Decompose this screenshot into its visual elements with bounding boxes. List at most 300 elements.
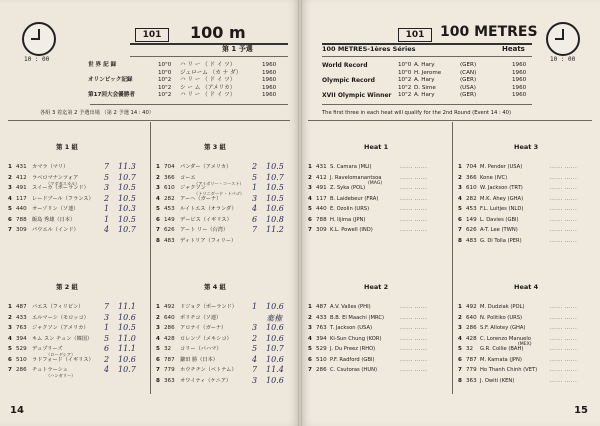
lane-number: 8 xyxy=(458,377,462,384)
athlete-name: M. Dudziak (POL) xyxy=(480,304,525,310)
athlete-name: ラドフォード（イギリス） xyxy=(32,356,94,363)
athlete-name: H. Iijima (JPN) xyxy=(330,216,366,223)
lane-number: 5 xyxy=(308,206,312,212)
record-year: 1960 xyxy=(512,77,527,83)
handwritten-time: 10.5 xyxy=(266,193,284,203)
lane-number: 4 xyxy=(458,335,462,342)
bib-number: 309 xyxy=(316,227,327,233)
lane-number: 7 xyxy=(156,227,160,233)
clock-time: 10 : 00 xyxy=(24,56,50,63)
result-blank: ...... ...... xyxy=(400,346,428,352)
bib-number: 428 xyxy=(164,335,175,342)
bib-number: 440 xyxy=(16,206,27,212)
lane-number: 1 xyxy=(8,164,12,170)
record-holder: シ ー ム （アメリカ） xyxy=(180,84,236,91)
result-blank: ...... ...... xyxy=(400,325,428,331)
lane-number: 2 xyxy=(8,314,12,321)
handwritten-place: 4 xyxy=(252,354,258,364)
handwritten-place: 1 xyxy=(104,214,110,224)
qualify-note: The first three in each heat will qualify for the 2nd Round (Event 14 : 40) xyxy=(322,110,511,116)
result-blank: ...... ...... xyxy=(400,185,428,191)
book-gutter xyxy=(298,0,302,426)
handwritten-place: 7 xyxy=(252,365,258,374)
handwritten-place: 3 xyxy=(252,375,258,385)
bib-number: 704 xyxy=(466,164,477,170)
record-time: 10"2 xyxy=(398,92,412,98)
athlete-name: オワイティ（ケニア） xyxy=(180,377,232,384)
handwritten-time: 10.7 xyxy=(266,172,284,182)
event-number: 101 xyxy=(398,28,432,42)
lane-number: 7 xyxy=(458,367,462,373)
handwritten-place: 7 xyxy=(104,162,110,171)
round-title: 第 1 予選 xyxy=(222,45,253,53)
athlete-name: 鎌田 勝（日本） xyxy=(180,356,218,363)
handwritten-time: 10.5 xyxy=(118,193,136,203)
result-blank: ...... ...... xyxy=(550,185,578,191)
lane-number: 6 xyxy=(308,356,312,363)
result-blank: ...... ...... xyxy=(550,174,578,181)
athlete-name: ホウチチン（ベトナム） xyxy=(180,367,237,373)
bib-number: 149 xyxy=(466,216,477,223)
result-blank: ...... ...... xyxy=(550,164,578,170)
bib-number: 440 xyxy=(316,206,327,212)
handwritten-place: 3 xyxy=(104,183,110,192)
record-year: 1960 xyxy=(262,62,277,68)
clock-icon xyxy=(22,22,56,56)
record-year: 1960 xyxy=(262,69,277,76)
result-blank: ...... ...... xyxy=(400,314,428,321)
result-blank: ...... ...... xyxy=(550,367,578,373)
bib-number: 788 xyxy=(16,216,27,223)
athlete-name: B. Laidebeur (FRA) xyxy=(330,195,379,202)
athlete-country: (MAG) xyxy=(368,180,383,186)
athlete-name: M. Kamata (JPN) xyxy=(480,356,522,363)
bib-number: 483 xyxy=(466,237,477,244)
lane-number: 6 xyxy=(458,216,462,223)
athlete-country: （ローデシア） xyxy=(46,352,76,357)
result-blank: ...... ...... xyxy=(550,335,578,342)
bib-number: 117 xyxy=(16,195,27,202)
bib-number: 286 xyxy=(466,325,477,331)
result-blank: ...... ...... xyxy=(550,206,578,212)
lane-number: 4 xyxy=(156,195,160,202)
lane-number: 2 xyxy=(156,314,160,321)
handwritten-time: 10.6 xyxy=(266,333,284,343)
handwritten-place: 3 xyxy=(252,193,258,203)
lane-number: 6 xyxy=(458,356,462,363)
handwritten-time: 10.3 xyxy=(118,204,136,213)
handwritten-time: 10.6 xyxy=(118,354,136,364)
athlete-name: アロテイ（ガーナ） xyxy=(180,325,227,331)
lane-number: 3 xyxy=(8,185,12,191)
bib-number: 32 xyxy=(164,346,172,352)
bib-number: 282 xyxy=(164,195,175,202)
athlete-name: Ho Thanh Chinh (VET) xyxy=(480,367,538,373)
clock-icon xyxy=(546,22,580,56)
lane-number: 6 xyxy=(8,356,12,363)
bib-number: 491 xyxy=(16,185,27,191)
record-time: 10"0 xyxy=(398,69,412,76)
bib-number: 286 xyxy=(16,367,27,373)
lane-number: 3 xyxy=(156,325,160,331)
handwritten-time: 10.5 xyxy=(266,183,284,192)
series-title: 100 METRES-1ères Séries xyxy=(322,45,416,53)
lane-number: 1 xyxy=(458,164,462,170)
lane-number: 6 xyxy=(8,216,12,223)
handwritten-time: 10.7 xyxy=(118,365,136,374)
lane-number: 4 xyxy=(156,335,160,342)
lane-number: 4 xyxy=(308,335,312,342)
handwritten-place: 1 xyxy=(252,183,258,192)
bib-number: 787 xyxy=(164,356,175,363)
athlete-name: N. Politiko (URS) xyxy=(480,314,523,321)
lane-number: 4 xyxy=(8,335,12,342)
bib-number: 149 xyxy=(164,216,175,223)
record-label: XVII Olympic Winner xyxy=(322,92,392,99)
record-time: 10"2 xyxy=(158,92,172,98)
bib-number: 453 xyxy=(164,206,175,212)
handwritten-time: 10.7 xyxy=(118,225,136,234)
record-year: 1960 xyxy=(512,92,527,98)
page-number: 14 xyxy=(10,405,24,416)
handwritten-place: 5 xyxy=(104,172,110,182)
athlete-name: K.L. Powell (IND) xyxy=(330,227,373,233)
athlete-country: (MEX) xyxy=(518,341,532,347)
handwritten-place: 5 xyxy=(252,172,258,182)
lane-number: 4 xyxy=(308,195,312,202)
record-time: 10"0 xyxy=(158,62,172,68)
record-year: 1960 xyxy=(262,84,277,91)
bib-number: 286 xyxy=(316,367,327,373)
record-time: 10"2 xyxy=(158,77,172,83)
title-rule xyxy=(130,43,288,45)
heat-title: 第 3 組 xyxy=(204,143,227,151)
athlete-name: J. Owiti (KEN) xyxy=(480,377,515,384)
bib-number: 529 xyxy=(316,346,327,352)
heats-label: Heats xyxy=(502,45,525,53)
record-holder: A. Hary xyxy=(414,92,435,98)
record-year: 1960 xyxy=(512,62,527,68)
athlete-country: （トリニダード・トバゴ） xyxy=(194,191,245,196)
athlete-name: Z. Syka (POL) xyxy=(330,185,366,191)
lane-number: 7 xyxy=(8,367,12,373)
bib-number: 394 xyxy=(16,335,27,342)
heat-title: 第 2 組 xyxy=(56,283,79,291)
bib-number: 779 xyxy=(466,367,477,373)
handwritten-time: 10.5 xyxy=(118,183,136,192)
bib-number: 286 xyxy=(164,325,175,331)
lane-number: 7 xyxy=(156,367,160,373)
bib-number: 428 xyxy=(466,335,477,342)
athlete-name: パンダー（アメリカ） xyxy=(180,164,232,170)
bib-number: 626 xyxy=(164,227,175,233)
handwritten-place: 2 xyxy=(104,193,110,203)
handwritten-place: 3 xyxy=(252,323,258,332)
handwritten-time: 11.3 xyxy=(118,162,136,171)
handwritten-place: 4 xyxy=(252,204,258,213)
athlete-name: J. Ravelomanantsoa xyxy=(330,174,382,181)
bib-number: 412 xyxy=(16,174,27,181)
lane-number: 5 xyxy=(156,346,160,352)
handwritten-place: 1 xyxy=(104,204,110,213)
record-holder: ハ リ ー （ ド イ ツ） xyxy=(180,62,236,68)
bib-number: 282 xyxy=(466,195,477,202)
record-year: 1960 xyxy=(262,92,277,98)
handwritten-place: 7 xyxy=(104,302,110,311)
bib-number: 117 xyxy=(316,195,327,202)
bib-number: 32 xyxy=(466,346,474,352)
record-country: (GER) xyxy=(460,62,477,68)
heat-title: Heat 2 xyxy=(364,283,389,291)
athlete-name: M.K. Ahey (GHA) xyxy=(480,195,524,202)
bib-number: 610 xyxy=(466,185,477,191)
bib-number: 363 xyxy=(466,377,477,384)
event-title: 100 m xyxy=(190,23,246,42)
handwritten-place: 1 xyxy=(252,302,258,311)
record-holder: D. Sime xyxy=(414,84,436,91)
result-blank: ...... ...... xyxy=(550,377,578,384)
record-country: (GER) xyxy=(460,77,477,83)
lane-number: 2 xyxy=(458,174,462,181)
handwritten-time: 10.6 xyxy=(266,375,284,385)
record-holder: ハ リ ー （ ド イ ツ） xyxy=(180,92,236,98)
heat-title: 第 4 組 xyxy=(204,283,227,291)
handwritten-place: 3 xyxy=(104,312,110,322)
handwritten-place: 5 xyxy=(252,344,258,353)
handwritten-time: 10.8 xyxy=(266,214,284,224)
athlete-name: S.F. Allotey (GHA) xyxy=(480,325,526,331)
bib-number: 640 xyxy=(466,314,477,321)
result-blank: ...... ...... xyxy=(550,216,578,223)
athlete-name: ドジョク（ポーランド） xyxy=(180,304,237,310)
result-blank: ...... ...... xyxy=(550,314,578,321)
handwritten-place: 2 xyxy=(252,333,258,343)
athlete-country: （ハンガリー） xyxy=(46,373,76,378)
athlete-name: アーヘ（ガーナ） xyxy=(180,195,222,202)
bib-number: 309 xyxy=(16,227,27,233)
athlete-name: L. Davies (GBI) xyxy=(480,216,519,223)
bib-number: 483 xyxy=(164,237,175,244)
handwritten-place: 4 xyxy=(104,225,110,234)
bib-number: 412 xyxy=(316,174,327,181)
athlete-name: C. Lorenzo Manuelo xyxy=(480,335,531,342)
lane-number: 6 xyxy=(308,216,312,223)
bib-number: 763 xyxy=(316,325,327,331)
handwritten-time: 10.5 xyxy=(266,162,284,171)
lane-number: 4 xyxy=(458,195,462,202)
athlete-name: ディトリア（フィリー） xyxy=(180,237,237,244)
handwritten-place: 7 xyxy=(252,225,258,234)
result-blank: ...... ...... xyxy=(550,346,578,352)
athlete-name: T. Jackson (USA) xyxy=(330,325,373,331)
handwritten-time: 11.2 xyxy=(266,225,284,234)
result-blank: ...... ...... xyxy=(400,367,428,373)
athlete-name: C. Csutoras (HUN) xyxy=(330,367,378,373)
record-holder: H. Jerome xyxy=(414,69,442,76)
lane-number: 2 xyxy=(308,314,312,321)
athlete-name: オーゾリン（ソ連） xyxy=(32,206,79,212)
lane-number: 2 xyxy=(8,174,12,181)
athlete-name: バエス（フィリピン） xyxy=(32,304,84,310)
lane-number: 5 xyxy=(458,206,462,212)
result-blank: ...... ...... xyxy=(400,216,428,223)
athlete-name: カマラ（マリ） xyxy=(32,164,69,170)
lane-number: 8 xyxy=(458,237,462,244)
handwritten-time: 10.7 xyxy=(118,172,136,182)
athlete-name: M. Pender (USA) xyxy=(480,164,523,170)
result-blank: ...... ...... xyxy=(400,356,428,363)
record-label: オリンピック記録 xyxy=(88,77,133,83)
bib-number: 763 xyxy=(16,325,27,331)
bib-number: 510 xyxy=(316,356,327,363)
handwritten-time: 11.1 xyxy=(118,344,136,353)
bib-number: 626 xyxy=(466,227,477,233)
handwritten-place: 1 xyxy=(104,323,110,332)
athlete-name: A-T. Lee (TWN) xyxy=(480,227,518,233)
event-number: 101 xyxy=(135,28,169,42)
bib-number: 453 xyxy=(466,206,477,212)
bib-number: 366 xyxy=(466,174,477,181)
athlete-name: G. Di Tolla (PER) xyxy=(480,237,522,244)
handwritten-time: 10.6 xyxy=(266,204,284,213)
lane-number: 5 xyxy=(458,346,462,352)
athlete-name: コリー（バハマ） xyxy=(180,346,222,352)
bib-number: 787 xyxy=(466,356,477,363)
handwritten-time: 10.6 xyxy=(266,302,284,311)
athlete-country: （アイボリー・コースト） xyxy=(194,180,244,186)
bib-number: 492 xyxy=(466,304,477,310)
bib-number: 529 xyxy=(16,346,27,352)
lane-number: 3 xyxy=(308,185,312,191)
lane-number: 2 xyxy=(308,174,312,181)
record-time: 10"0 xyxy=(158,69,172,76)
handwritten-time: 11.0 xyxy=(118,333,136,343)
handwritten-time: 11.4 xyxy=(266,365,284,374)
record-holder: A. Hary xyxy=(414,77,435,83)
athlete-name: ルイトエス（オランダ） xyxy=(180,206,237,212)
record-country: (CAN) xyxy=(460,69,477,76)
lane-number: 3 xyxy=(8,325,12,331)
result-blank: ...... ...... xyxy=(550,304,578,310)
result-blank: ...... ...... xyxy=(400,195,428,202)
lane-number: 5 xyxy=(156,206,160,212)
athlete-name: 飯島 秀雄（日本） xyxy=(32,216,76,223)
record-country: (GER) xyxy=(460,92,477,98)
bib-number: 433 xyxy=(16,314,27,321)
athlete-name: P.F. Radford (GBI) xyxy=(330,356,375,363)
bib-number: 487 xyxy=(316,304,327,310)
athlete-name: チュトラーシュ xyxy=(32,367,68,373)
lane-number: 7 xyxy=(458,227,462,233)
handwritten-time: 10.6 xyxy=(118,312,136,322)
result-blank: ...... ...... xyxy=(550,237,578,244)
bib-number: 704 xyxy=(164,164,175,170)
lane-number: 8 xyxy=(156,237,160,244)
lane-number: 3 xyxy=(458,325,462,331)
lane-number: 1 xyxy=(308,304,312,310)
event-title: 100 METRES xyxy=(440,24,538,40)
athlete-name: ロレンゾ（メキシコ） xyxy=(180,335,232,342)
athlete-name: コーエ xyxy=(180,174,196,181)
record-label: 第17回大会優勝者 xyxy=(88,92,135,98)
handwritten-place: 2 xyxy=(252,162,258,171)
athlete-name: パウエル（インド） xyxy=(32,227,79,233)
lane-number: 1 xyxy=(156,164,160,170)
athlete-name: A.V. Valles (PHI) xyxy=(330,304,371,310)
handwritten-time: 11.1 xyxy=(118,302,136,311)
lane-number: 2 xyxy=(458,314,462,321)
lane-number: 3 xyxy=(308,325,312,331)
lane-number: 5 xyxy=(8,206,12,212)
result-blank: ...... ...... xyxy=(400,227,428,233)
bib-number: 510 xyxy=(16,356,27,363)
record-year: 1960 xyxy=(512,69,527,76)
lane-number: 5 xyxy=(8,346,12,352)
lane-number: 1 xyxy=(308,164,312,170)
handwritten-place: 6 xyxy=(252,214,258,224)
record-label: 世 界 記 録 xyxy=(88,62,117,68)
heat-title: Heat 1 xyxy=(364,143,389,151)
handwritten-place: 2 xyxy=(104,354,110,364)
athlete-name: W. Jackson (TRT) xyxy=(480,185,523,191)
record-time: 10"2 xyxy=(398,77,412,83)
lane-number: 7 xyxy=(8,227,12,233)
record-year: 1960 xyxy=(262,77,277,83)
athlete-name: S. Camara (MLI) xyxy=(330,164,372,170)
qualify-note: 各組 3 着迄第 2 予選出場 （第 2 予選 14 : 40） xyxy=(40,110,154,116)
handwritten-place: 5 xyxy=(104,333,110,343)
lane-number: 6 xyxy=(156,356,160,363)
lane-number: 2 xyxy=(156,174,160,181)
athlete-name: J. Du Preez (RHO) xyxy=(330,346,376,352)
handwritten-place: 4 xyxy=(104,365,110,374)
heat-title: Heat 4 xyxy=(514,283,539,291)
record-label: Olympic Record xyxy=(322,77,375,84)
bib-number: 779 xyxy=(164,367,175,373)
record-label: World Record xyxy=(322,62,368,69)
record-holder: ハ リ ー （ ド イ ツ） xyxy=(180,77,236,83)
bib-number: 492 xyxy=(164,304,175,310)
handwritten-time: 10.6 xyxy=(266,354,284,364)
handwritten-time: 10.5 xyxy=(118,214,136,224)
lane-number: 1 xyxy=(156,304,160,310)
handwritten-time: 10.5 xyxy=(118,323,136,332)
athlete-name: Kone (IVC) xyxy=(480,174,508,181)
athlete-name: Ki-Sun Chung (KOR) xyxy=(330,335,382,342)
bib-number: 366 xyxy=(164,174,175,181)
handwritten-time: 10.7 xyxy=(266,344,284,353)
bib-number: 640 xyxy=(164,314,175,321)
lane-number: 5 xyxy=(308,346,312,352)
athlete-name: ジャクソン xyxy=(180,185,206,191)
athlete-name: F.L. Luitjes (NLD) xyxy=(480,206,524,212)
handwritten-place: 6 xyxy=(104,344,110,353)
bib-number: 433 xyxy=(316,314,327,321)
bib-number: 610 xyxy=(164,185,175,191)
lane-number: 8 xyxy=(156,377,160,384)
bib-number: 788 xyxy=(316,216,327,223)
athlete-name: キム スン チュン（韓国） xyxy=(32,335,93,342)
athlete-name: ジャクソン（アメリカ） xyxy=(32,325,89,331)
record-year: 1960 xyxy=(512,84,527,91)
record-holder: ジェローム （カ ナ ダ） xyxy=(180,69,242,76)
bib-number: 491 xyxy=(316,185,327,191)
bib-number: 431 xyxy=(316,164,327,170)
result-blank: ...... ...... xyxy=(400,304,428,310)
result-blank: ...... ...... xyxy=(400,206,428,212)
lane-number: 1 xyxy=(8,304,12,310)
result-blank: ...... ...... xyxy=(400,164,428,170)
